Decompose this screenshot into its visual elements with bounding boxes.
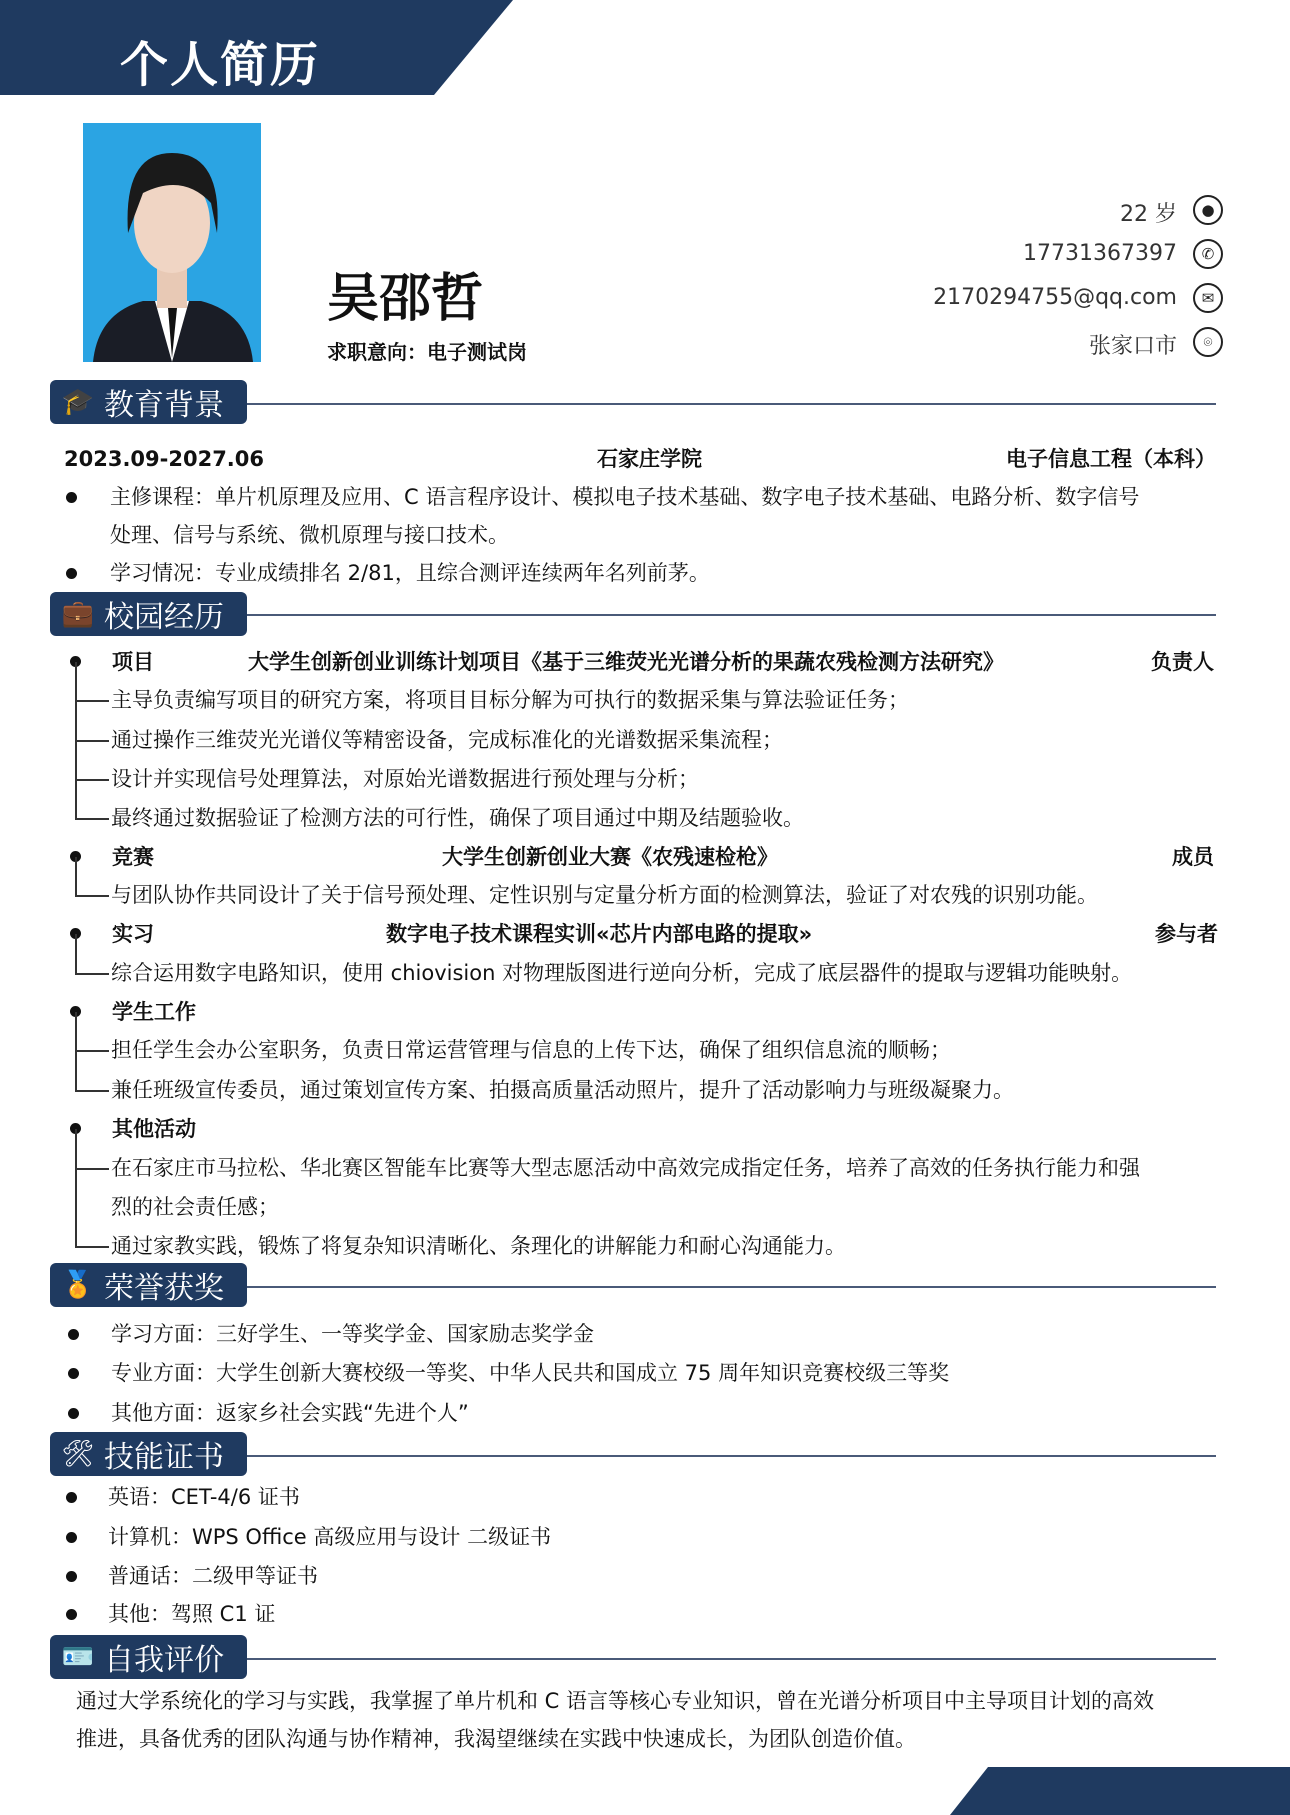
contact-age: 22 岁 — [1120, 202, 1177, 227]
location-icon: ⌾ — [1193, 327, 1223, 357]
divider — [247, 403, 1216, 405]
entry-line: 烈的社会责任感； — [111, 1195, 279, 1219]
self-eval-text: 推进，具备优秀的团队沟通与协作精神，我渴望继续在实践中快速成长，为团队创造价值。 — [76, 1727, 916, 1751]
divider — [247, 1455, 1216, 1457]
contact-email: 2170294755@qq.com — [933, 285, 1177, 310]
entry-line: 在石家庄市马拉松、华北赛区智能车比赛等大型志愿活动中高效完成指定任务，培养了高效的任务执行能力和强 — [111, 1156, 1140, 1180]
divider — [247, 614, 1216, 616]
timeline-line — [75, 857, 77, 896]
section-honors — [50, 1263, 247, 1307]
bullet — [66, 1571, 77, 1582]
section-skills — [50, 1432, 247, 1476]
connector — [75, 700, 109, 702]
connector — [75, 740, 109, 742]
entry-line: 通过操作三维荧光光谱仪等精密设备，完成标准化的光谱数据采集流程； — [111, 728, 783, 752]
job-intent: 求职意向：电子测试岗 — [327, 340, 527, 364]
connector — [75, 973, 109, 975]
award-ribbon-icon: 🏅 — [61, 1270, 95, 1300]
entry-line: 兼任班级宣传委员，通过策划宣传方案、拍摄高质量活动照片，提升了活动影响力与班级凝聚力。 — [111, 1078, 1014, 1102]
entry-line: 综合运用数字电路知识，使用 chiovision 对物理版图进行逆向分析，完成了底层器件的提取与逻辑功能映射。 — [111, 961, 1133, 985]
entry-line: 最终通过数据验证了检测方法的可行性，确保了项目通过中期及结题验收。 — [111, 806, 804, 830]
entry-type: 学生工作 — [112, 1000, 196, 1024]
phone-icon: ✆ — [1193, 239, 1223, 269]
bullet — [66, 1492, 77, 1503]
briefcase-icon: 💼 — [61, 599, 95, 629]
graduation-cap-icon: 🎓 — [61, 387, 95, 417]
skill-item: 普通话：二级甲等证书 — [108, 1564, 318, 1588]
bullet — [66, 568, 77, 579]
bullet — [68, 1368, 79, 1379]
edu-period: 2023.09-2027.06 — [64, 447, 265, 471]
honor-item: 其他方面：返家乡社会实践“先进个人” — [111, 1401, 469, 1425]
entry-name: 大学生创新创业训练计划项目《基于三维荧光光谱分析的果蔬农残检测方法研究》 — [248, 650, 1004, 674]
entry-line: 主导负责编写项目的研究方案，将项目目标分解为可执行的数据采集与算法验证任务； — [111, 688, 909, 712]
honor-item: 学习方面：三好学生、一等奖学金、国家励志奖学金 — [111, 1322, 594, 1346]
timeline-line — [75, 1129, 77, 1247]
bullet — [66, 1532, 77, 1543]
bullet — [66, 1609, 77, 1620]
entry-type: 实习 — [112, 922, 154, 946]
entry-role: 参与者 — [1155, 922, 1218, 946]
edu-item: 主修课程：单片机原理及应用、C 语言程序设计、模拟电子技术基础、数字电子技术基础、电路分析、数字信号 — [110, 485, 1140, 509]
edu-item: 处理、信号与系统、微机原理与接口技术。 — [110, 523, 509, 547]
connector — [75, 1050, 109, 1052]
bullet — [68, 1408, 79, 1419]
honor-item: 专业方面：大学生创新大赛校级一等奖、中华人民共和国成立 75 周年知识竞赛校级三等奖 — [111, 1361, 950, 1385]
contact-phone: 17731367397 — [1023, 241, 1177, 266]
connector — [75, 779, 109, 781]
section-title: 自我评价 — [104, 1643, 224, 1678]
profile-photo — [83, 123, 261, 362]
entry-line: 担任学生会办公室职务，负责日常运营管理与信息的上传下达，确保了组织信息流的顺畅； — [111, 1038, 951, 1062]
connector — [75, 895, 109, 897]
entry-line: 与团队协作共同设计了关于信号预处理、定性识别与定量分析方面的检测算法，验证了对农残的识别功能。 — [111, 883, 1098, 907]
self-eval-text: 通过大学系统化的学习与实践，我掌握了单片机和 C 语言等核心专业知识，曾在光谱分析项目中主导项目计划的高效 — [76, 1689, 1155, 1713]
section-self-eval — [50, 1635, 247, 1679]
page-title: 个人简历 — [120, 37, 321, 93]
entry-type: 竞赛 — [112, 845, 154, 869]
skill-item: 计算机：WPS Office 高级应用与设计 二级证书 — [108, 1525, 552, 1549]
tools-icon: 🛠 — [61, 1439, 95, 1469]
connector — [75, 1090, 109, 1092]
bullet — [66, 492, 77, 503]
section-title: 荣誉获奖 — [104, 1271, 224, 1306]
connector — [75, 1246, 109, 1248]
connector — [75, 1168, 109, 1170]
person-icon: ● — [1193, 195, 1223, 225]
mail-icon: ✉ — [1193, 283, 1223, 313]
entry-name: 数字电子技术课程实训«芯片内部电路的提取» — [386, 922, 813, 946]
section-title: 技能证书 — [104, 1440, 224, 1475]
divider — [247, 1286, 1216, 1288]
connector — [75, 818, 109, 820]
section-campus — [50, 592, 247, 636]
bullet — [68, 1329, 79, 1340]
section-education — [50, 380, 247, 424]
footer-decoration — [950, 1767, 1290, 1815]
edu-major: 电子信息工程（本科） — [1006, 447, 1216, 471]
edu-school: 石家庄学院 — [597, 447, 702, 471]
entry-line: 通过家教实践，锻炼了将复杂知识清晰化、条理化的讲解能力和耐心沟通能力。 — [111, 1234, 846, 1258]
divider — [247, 1658, 1216, 1660]
edu-item: 学习情况：专业成绩排名 2/81，且综合测评连续两年名列前茅。 — [110, 561, 710, 585]
entry-line: 设计并实现信号处理算法，对原始光谱数据进行预处理与分析； — [111, 767, 699, 791]
entry-type: 项目 — [112, 650, 154, 674]
timeline-line — [75, 934, 77, 974]
skill-item: 其他：驾照 C1 证 — [108, 1602, 276, 1626]
section-title: 教育背景 — [104, 388, 224, 423]
section-title: 校园经历 — [104, 600, 224, 635]
entry-name: 大学生创新创业大赛《农残速检枪》 — [442, 845, 778, 869]
entry-type: 其他活动 — [112, 1117, 196, 1141]
skill-item: 英语：CET-4/6 证书 — [108, 1485, 300, 1509]
entry-role: 负责人 — [1151, 650, 1214, 674]
candidate-name: 吴邵哲 — [327, 269, 484, 329]
contact-location: 张家口市 — [1088, 334, 1177, 359]
id-card-icon: 🪪 — [61, 1642, 95, 1672]
entry-role: 成员 — [1172, 845, 1214, 869]
